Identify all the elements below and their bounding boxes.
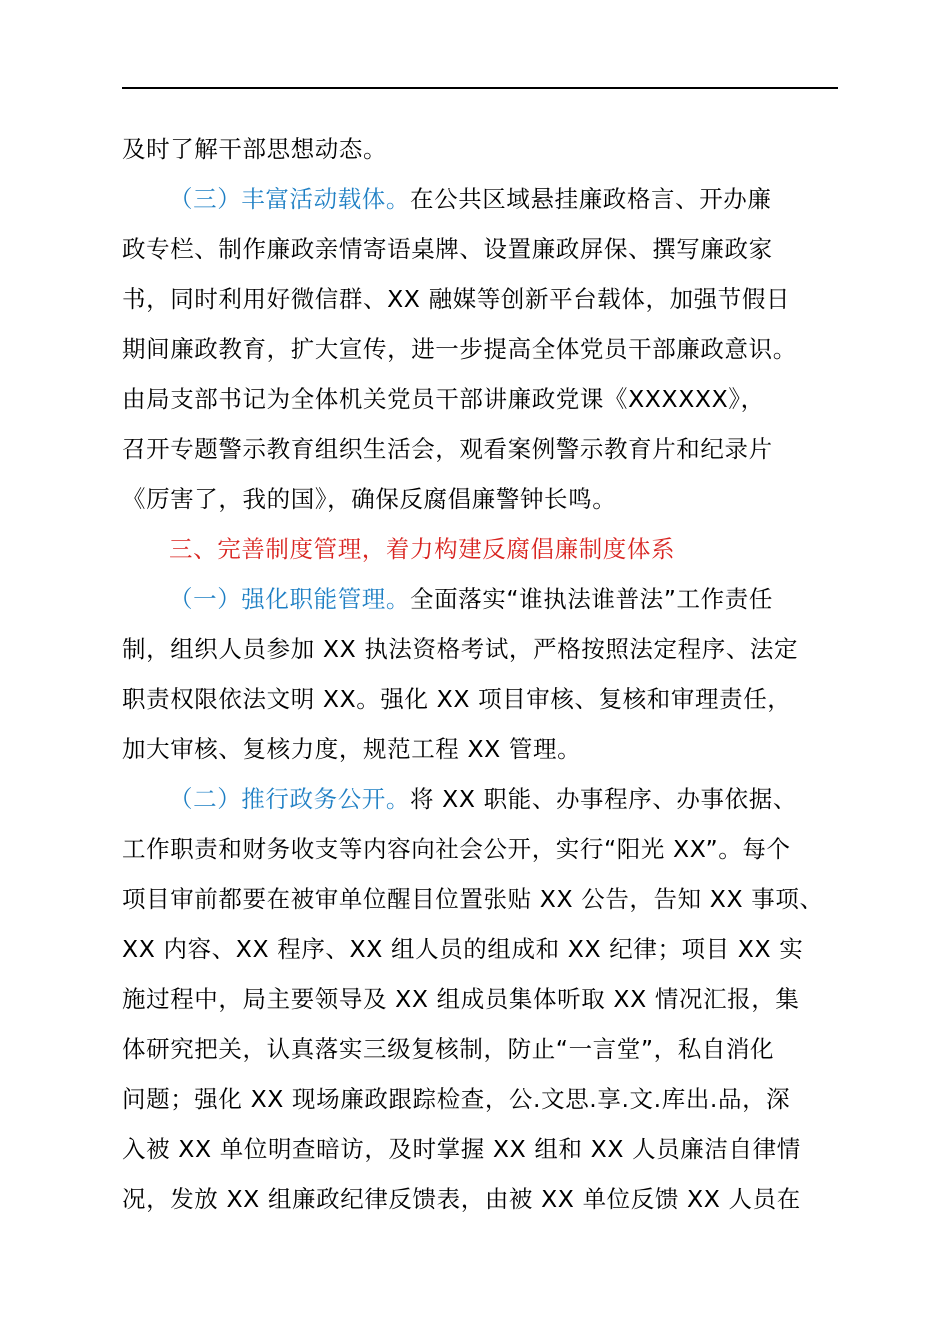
section-2-heading-line: （二）推行政务公开。将 XX 职能、办事程序、办事依据、 — [169, 785, 797, 813]
subheading-enrich-activities: （三）丰富活动载体。 — [169, 185, 410, 213]
paragraph-line: 职责权限依法文明 XX。强化 XX 项目审核、复核和审理责任， — [122, 685, 792, 713]
paragraph-line: 体研究把关，认真落实三级复核制，防止“一言堂”，私自消化 — [122, 1035, 775, 1063]
paragraph-line: 期间廉政教育，扩大宣传，进一步提高全体党员干部廉政意识。 — [122, 335, 797, 363]
paragraph-line: 制，组织人员参加 XX 执法资格考试，严格按照法定程序、法定 — [122, 635, 799, 663]
paragraph-line: 施过程中，局主要领导及 XX 组成员集体听取 XX 情况汇报，集 — [122, 985, 800, 1013]
document-body — [122, 124, 838, 1224]
paragraph-line: 由局支部书记为全体机关党员干部讲廉政党课《XXXXXX》， — [122, 385, 765, 413]
paragraph-line: 工作职责和财务收支等内容向社会公开，实行“阳光 XX”。每个 — [122, 835, 791, 863]
section-1-heading-line: （一）强化职能管理。全面落实“谁执法谁普法”工作责任 — [169, 585, 773, 613]
section-heading-institutional-management: 三、完善制度管理，着力构建反腐倡廉制度体系 — [169, 535, 676, 563]
subheading-open-government: （二）推行政务公开。 — [169, 785, 410, 813]
header-rule — [122, 87, 838, 89]
paragraph-line: 《厉害了，我的国》，确保反腐倡廉警钟长鸣。 — [122, 485, 617, 513]
paragraph-line: 政专栏、制作廉政亲情寄语桌牌、设置廉政屏保、撰写廉政家 — [122, 235, 773, 263]
paragraph-line: 况，发放 XX 组廉政纪律反馈表，由被 XX 单位反馈 XX 人员在 — [122, 1185, 801, 1213]
paragraph-line: 召开专题警示教育组织生活会，观看案例警示教育片和纪录片 — [122, 435, 773, 463]
section-3-heading-line: （三）丰富活动载体。在公共区域悬挂廉政格言、开办廉 — [169, 185, 772, 213]
paragraph-line: 项目审前都要在被审单位醒目位置张贴 XX 公告，告知 XX 事项、 — [122, 885, 824, 913]
paragraph-line: 问题；强化 XX 现场廉政跟踪检查，公.文思.享.文.库出.品，深 — [122, 1085, 791, 1113]
paragraph-line: 及时了解干部思想动态。 — [122, 135, 388, 163]
paragraph-line: 加大审核、复核力度，规范工程 XX 管理。 — [122, 735, 582, 763]
subheading-strengthen-functions: （一）强化职能管理。 — [169, 585, 410, 613]
paragraph-line: 入被 XX 单位明查暗访，及时掌握 XX 组和 XX 人员廉洁自律情 — [122, 1135, 801, 1163]
paragraph-line: 书，同时利用好微信群、XX 融媒等创新平台载体，加强节假日 — [122, 285, 791, 313]
paragraph-line: XX 内容、XX 程序、XX 组人员的组成和 XX 纪律；项目 XX 实 — [122, 935, 804, 963]
